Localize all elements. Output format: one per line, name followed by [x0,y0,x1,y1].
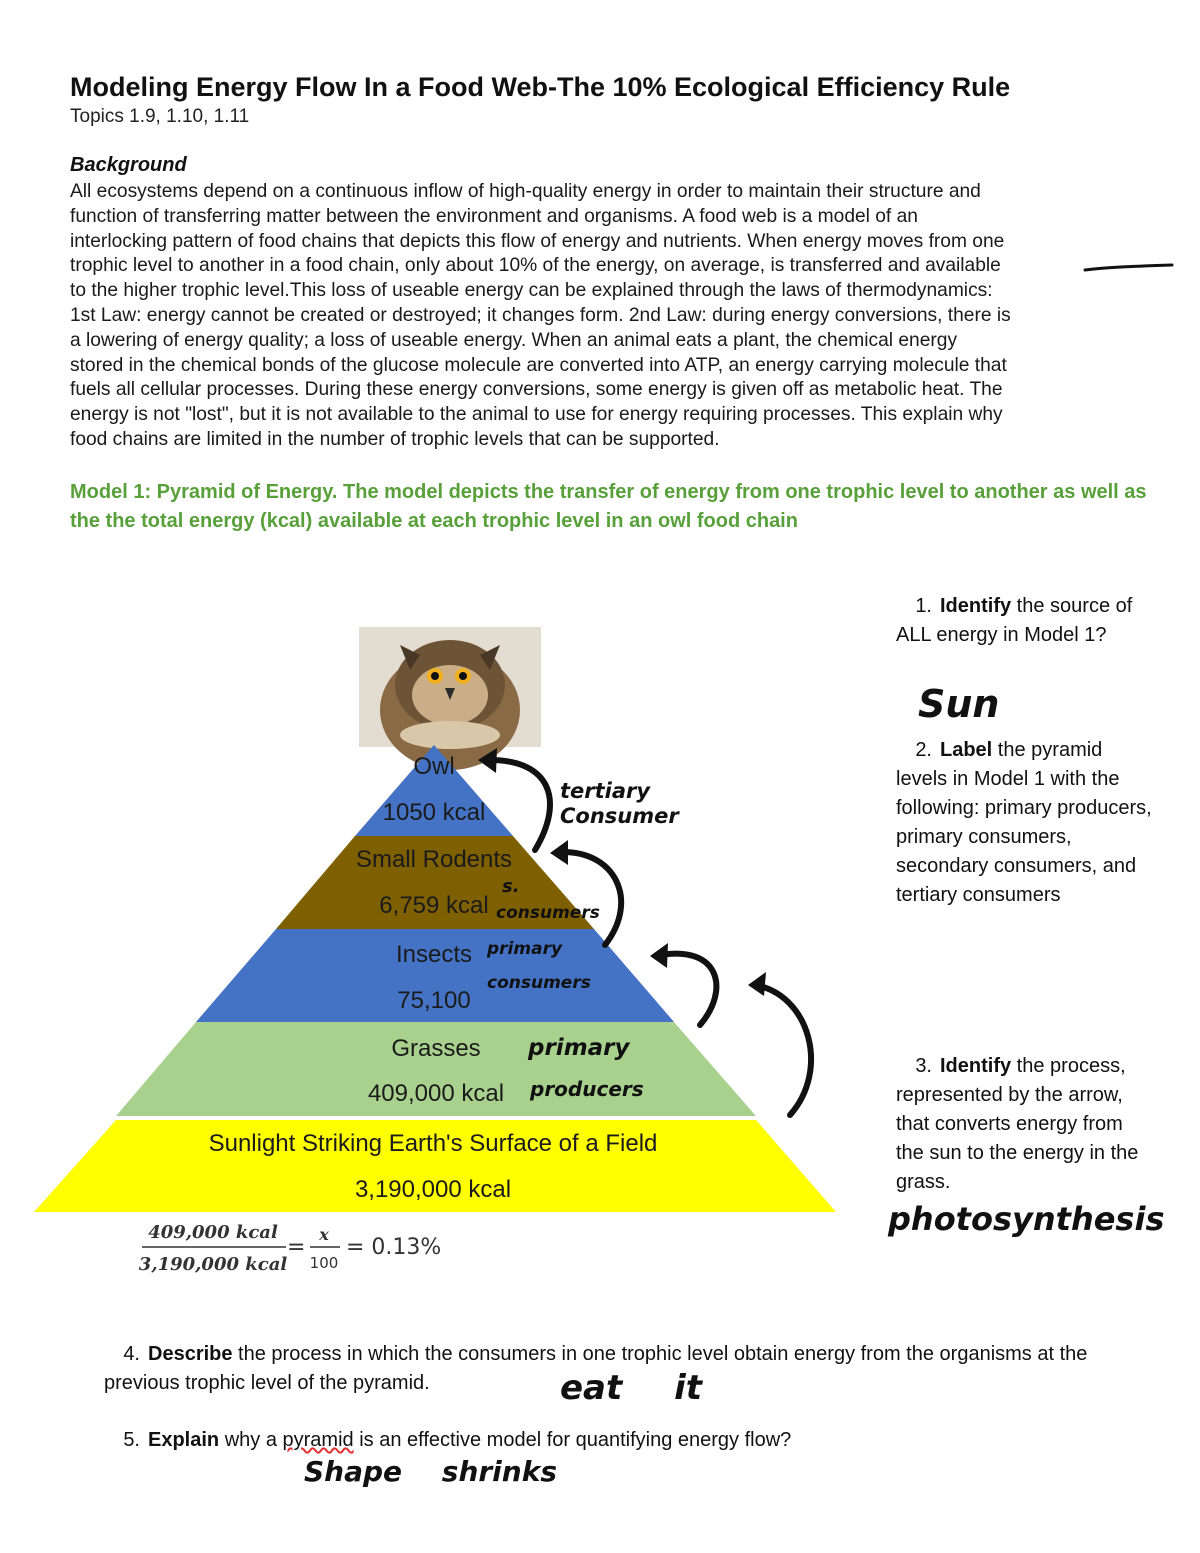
level-grasses-name: Grasses [391,1035,481,1062]
background-line: All ecosystems depend on a continuous inflow of high-quality energy in order to maintain their structure and [70,181,981,202]
question-2 [896,736,1156,910]
handwritten-consumer: Consumer [560,804,679,828]
energy-pyramid-diagram [0,600,880,1300]
background-line: energy is not "lost", but it is not available to the animal to use for energy requiring processes. This explain why [70,404,1003,426]
q5-underlined-word: pyramid [282,1429,354,1451]
level-owl-energy: 1050 kcal [382,799,486,826]
q5-answer-handwritten: Shape shrinks [304,1455,558,1488]
q4-answer-handwritten: eat it [560,1368,702,1408]
fraction-hundred: 100 [309,1254,339,1272]
efficiency-calculation [139,1222,442,1275]
q4-number: 4. [123,1343,140,1365]
background-line: fuels all cellular processes. During these energy conversions, some energy is given off as metabolic heat. The [70,379,1003,401]
handwritten-s: s. [502,876,520,897]
background-line: function of transferring matter between the environment and organisms. A food web is a model of an [70,205,918,227]
background-line: stored in the chemical bonds of the glucose molecule are converted into ATP, an energy carrying molecule that [70,354,1007,376]
q4-verb: Describe [148,1343,233,1365]
q5-verb: Explain [148,1429,220,1451]
owl-photo [359,627,541,770]
equals-sign: = [287,1235,306,1260]
level-rodents-energy: 6,759 kcal [379,892,489,919]
level-owl-name: Owl [413,753,455,780]
q5-number: 5. [123,1429,140,1451]
q2-number: 2. [915,739,932,761]
level-rodents-name: Small Rodents [355,846,513,873]
background-line: interlocking pattern of food chains that depicts this flow of energy and nutrients. When energy moves from one [70,230,1005,252]
handwritten-primary-producers-2: producers [530,1077,644,1101]
handwritten-tertiary: tertiary [560,779,651,803]
handwritten-primary-consumers-2: consumers [487,973,591,993]
q1-verb: Identify [940,595,1012,617]
level-sunlight-energy: 3,190,000 kcal [354,1176,512,1203]
q5-text-after: is an effective model for quantifying energy flow? [353,1429,792,1451]
handwritten-strike-mark [1080,258,1180,278]
q4-text: the process in which the consumers in one trophic level obtain energy from the organisms at the previous trophic level of the pyramid. [104,1343,1088,1394]
question-5 [104,1426,1144,1455]
handwritten-primary-producers-1: primary [528,1035,630,1061]
background-line: a lowering of energy quality; a loss of useable energy. When an animal eats a plant, the chemical energy [70,329,958,351]
handwritten-primary-consumers-1: primary [487,939,563,959]
level-insects-energy: 75,100 [397,987,471,1014]
q3-text: the process, represented by the arrow, that converts energy from the sun to the energy in the grass. [896,1055,1139,1193]
model-caption: Model 1: Pyramid of Energy. The model depicts the transfer of energy from one trophic level to another as well as the the total energy (kcal) available at each trophic level in an owl food chain [70,481,1147,532]
fraction-x: x [319,1225,329,1244]
background-line: trophic level to another in a food chain, only about 10% of the energy, on average, is transferred and available [70,255,1001,277]
fraction-numerator: 409,000 kcal [148,1222,278,1243]
q1-answer-handwritten: Sun [918,682,1000,726]
background-line: food chains are limited in the number of trophic levels that can be supported. [70,428,720,450]
fraction-denominator: 3,190,000 kcal [138,1254,288,1275]
question-1 [896,592,1156,650]
background-paragraph [70,180,1135,453]
calculation-result: = 0.13% [346,1235,442,1260]
topics-subtitle: Topics 1.9, 1.10, 1.11 [70,106,250,127]
q1-number: 1. [915,595,932,617]
page-title: Modeling Energy Flow In a Food Web-The 10% Ecological Efficiency Rule [70,72,1011,102]
q3-number: 3. [915,1055,932,1077]
q2-verb: Label [940,739,993,761]
q3-verb: Identify [940,1055,1012,1077]
q2-text: the pyramid levels in Model 1 with the following: primary producers, primary consumers, secondary consumers, and tertiary consumers [896,739,1152,906]
arrow-grass-to-insects [660,954,716,1025]
question-3 [896,1052,1156,1197]
handwritten-consumers-secondary: consumers [496,903,600,923]
q5-text-before: why a [219,1429,283,1451]
background-line: 1st Law: energy cannot be created or destroyed; it changes form. 2nd Law: during energy conversions, there is [70,304,1011,326]
level-insects-name: Insects [395,941,473,968]
background-heading: Background [70,154,187,176]
background-line: to the higher trophic level.This loss of useable energy can be explained through the laws of thermodynamics: [70,280,993,302]
level-sunlight-name: Sunlight Striking Earth's Surface of a Field [208,1130,658,1157]
q1-text: the source of ALL energy in Model 1? [896,595,1133,646]
level-grasses-energy: 409,000 kcal [367,1080,505,1107]
arrow-sun-to-grass [755,985,811,1115]
q3-answer-handwritten: photosynthesis [888,1200,1165,1238]
